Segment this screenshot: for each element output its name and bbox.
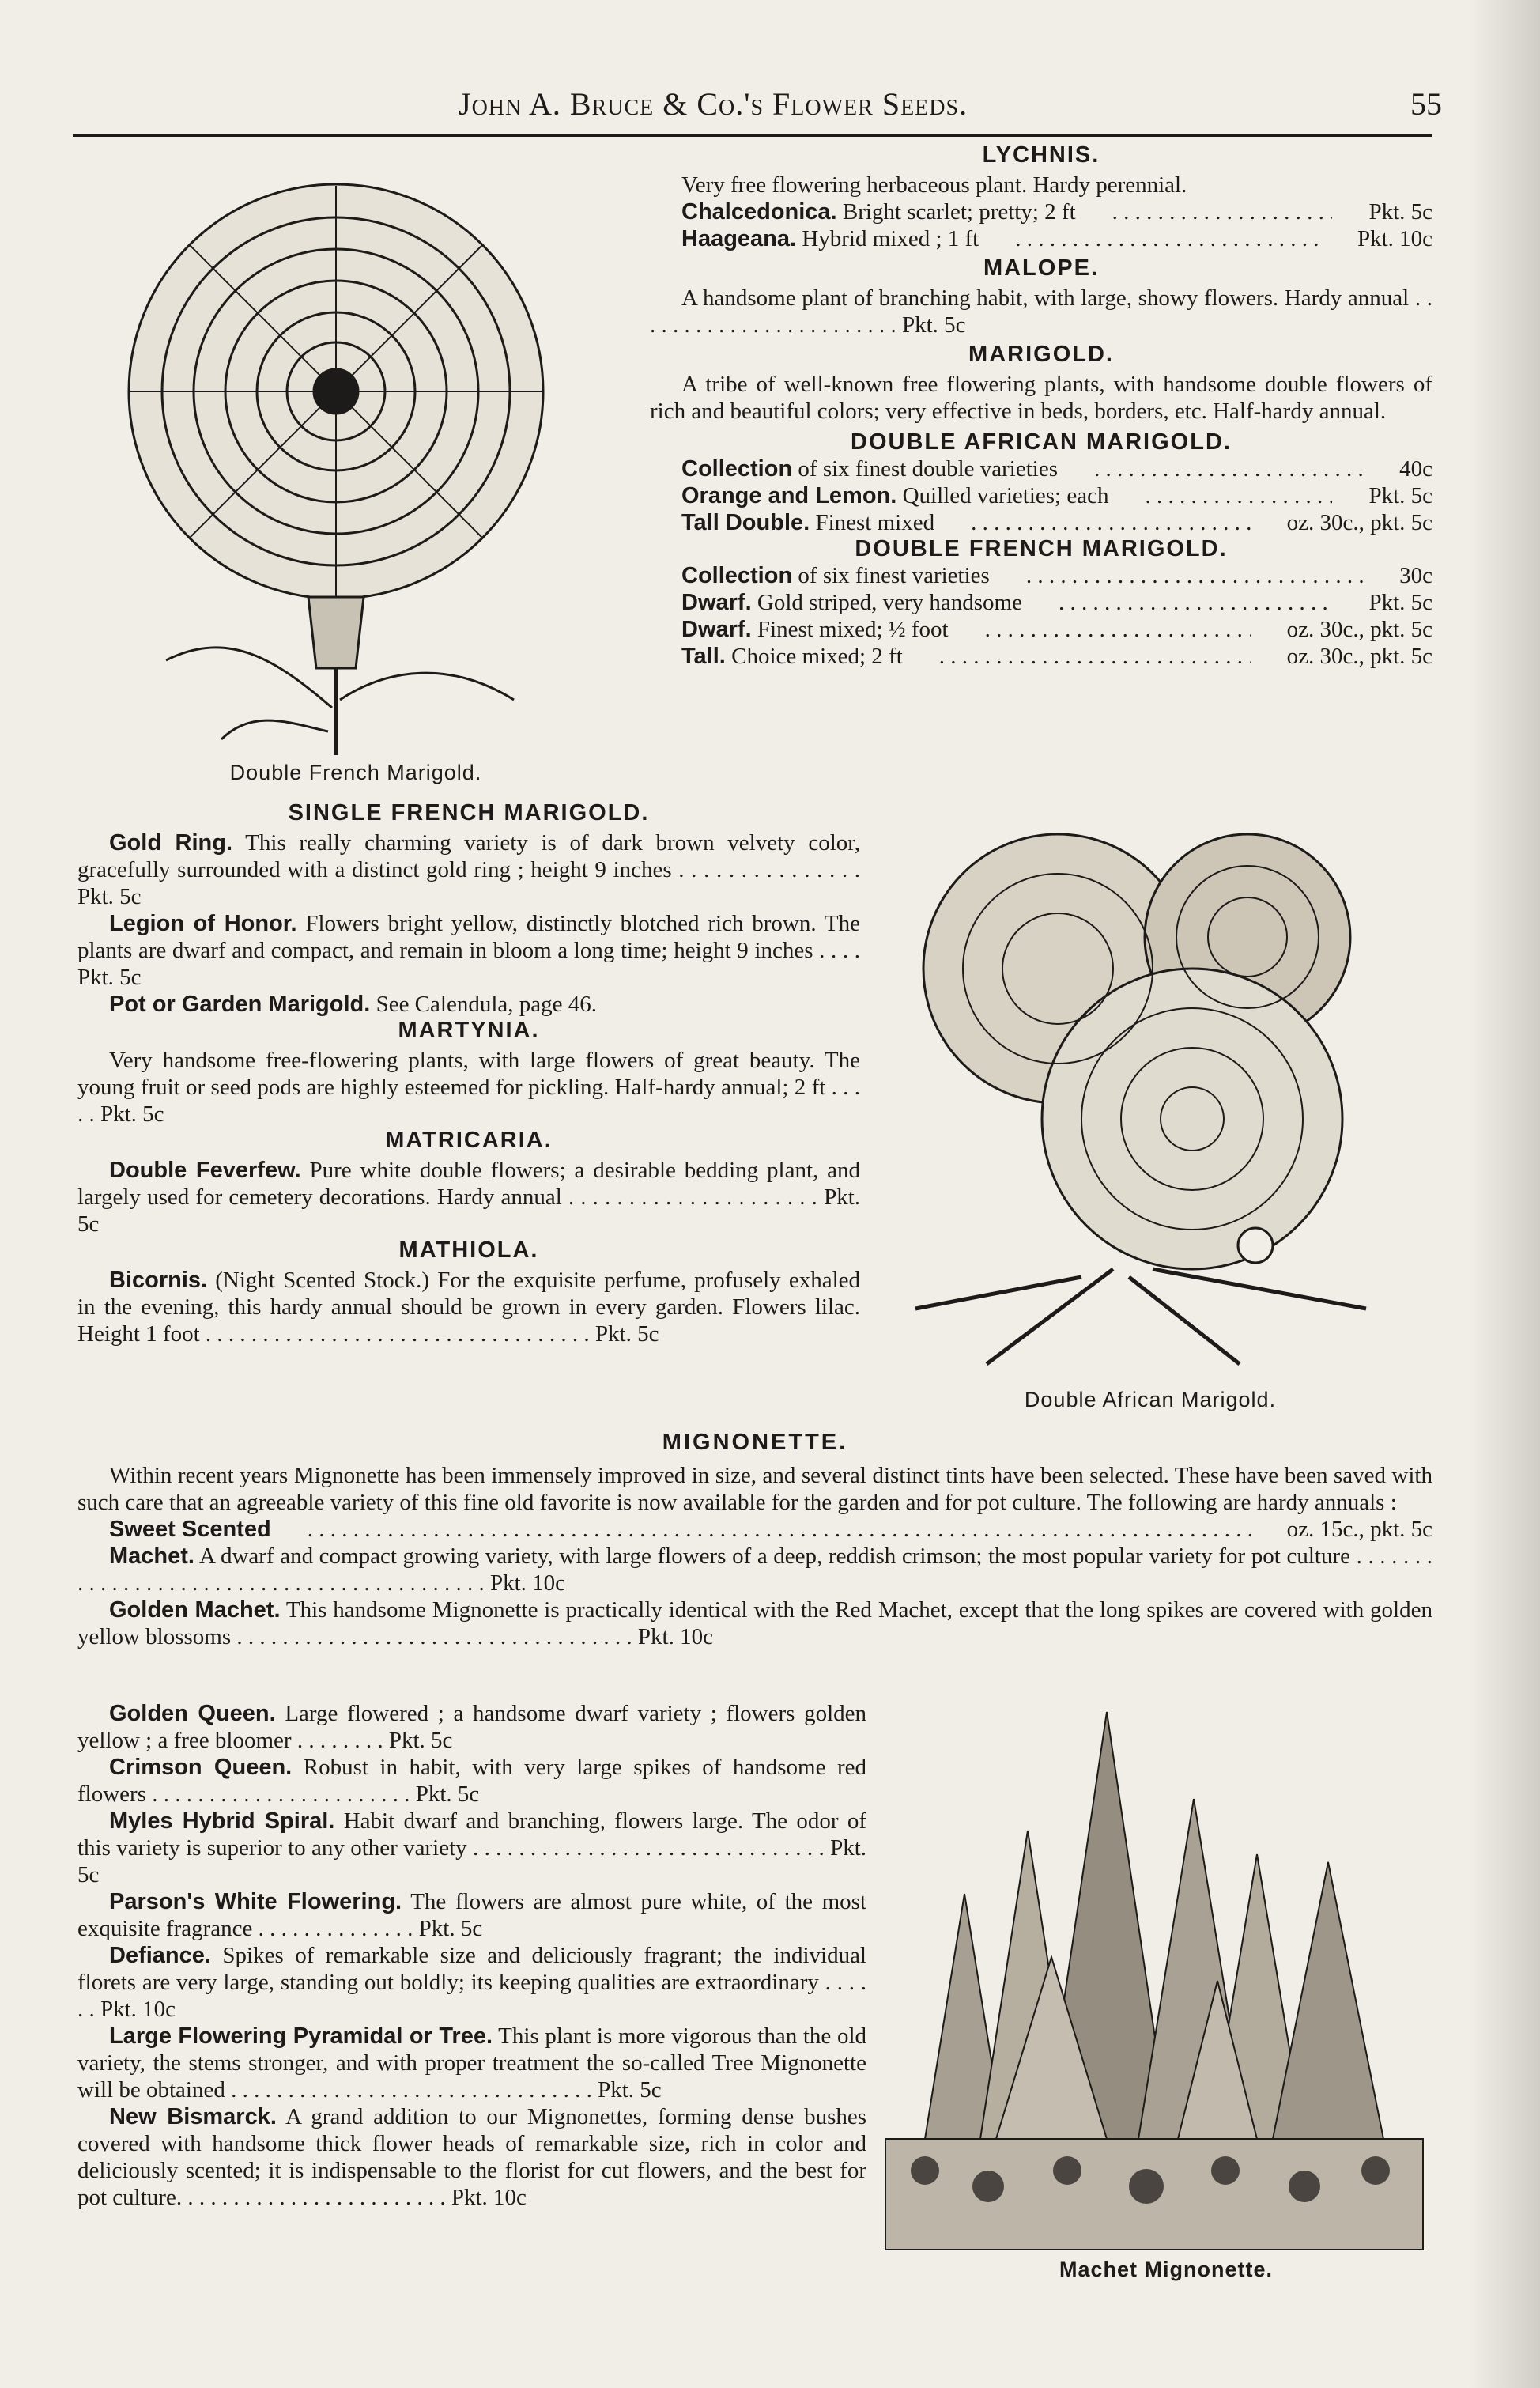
french-item-2-name: Dwarf.: [681, 590, 752, 615]
golden-machet-entry: Golden Machet. This handsome Mignonette is practically identical with the Red Machet, except that the long spikes are covered with golden yellow blossoms . . . . . . . . . . . . . . . . . . . . . . . . . . . . . . . . . . . Pkt. 10c: [77, 1597, 1432, 1649]
mignonette-illustration: [878, 1696, 1431, 2258]
african-marigold-illustration: [892, 818, 1382, 1372]
page-number: 55: [1410, 86, 1442, 122]
sweet-scented-price: oz. 15c., pkt. 5c: [1286, 1517, 1432, 1542]
martynia-desc: Very handsome free-flowering plants, with large flowers of great beauty. The young fruit or seed pods are highly esteemed for pickling. Half-hardy annual; 2 ft: [77, 1048, 860, 1100]
french-marigold-illustration: [119, 154, 561, 755]
lychnis-intro: Very free flowering herbaceous plant. Hardy perennial.: [681, 172, 1187, 198]
lychnis-item-1-name: Chalcedonica.: [681, 199, 837, 225]
bicornis-desc: (Night Scented Stock.) For the exquisite perfume, profusely exhaled in the evening, this hardy annual should be grown in every garden. Flowers lilac. Height 1 foot: [77, 1268, 861, 1347]
sweet-scented-name: Sweet Scented: [109, 1517, 271, 1542]
french-item-2-price: Pkt. 5c: [1368, 590, 1432, 615]
mathiola-entry: Bicornis. (Night Scented Stock.) For the exquisite perfume, profusely exhaled in the evening, this hardy annual should be grown in every garden. Flowers lilac. Height 1 foot . . . . . . . . . . . . . . . . . . . . . . . . . . . . . . . . . . Pkt. 5c: [77, 1268, 861, 1347]
bismarck-name: New Bismarck.: [109, 2104, 277, 2129]
pot-marigold-entry: [77, 991, 860, 1018]
legion-entry: Legion of Honor. Flowers bright yellow, distinctly blotched rich brown. The plants are dwarf and compact, and remain in bloom a long time; height 9 inches . . . . Pkt. 5c: [77, 911, 861, 990]
legion-name: Legion of Honor.: [109, 911, 297, 936]
parson-name: Parson's White Flowering.: [109, 1889, 402, 1914]
african-item-2-desc: Quilled varieties; each: [902, 483, 1109, 508]
right-column-top: [650, 142, 1432, 670]
lychnis-item-2-price: Pkt. 10c: [1357, 226, 1432, 251]
bicornis-price: Pkt. 5c: [594, 1321, 659, 1347]
french-item-3-price: oz. 30c., pkt. 5c: [1286, 617, 1432, 642]
african-item-3-desc: Finest mixed: [815, 510, 935, 535]
heading-malope: MALOPE.: [983, 255, 1100, 281]
crimson-queen-entry: Crimson Queen. Robust in habit, with very large spikes of handsome red flowers . . . . . . . . . . . . . . . . . . . . . . . Pkt. 5c: [77, 1755, 866, 1807]
bismarck-desc: A grand addition to our Mignonettes, forming dense bushes covered with handsome thick flower heads of remarkable size, rich in color and deliciously scented; it is indispensable to the florist for cut flowers, and the best for pot culture.: [77, 2104, 867, 2210]
golden-queen-desc: Large flowered ; a handsome dwarf variety ; flowers golden yellow ; a free bloomer: [77, 1701, 867, 1753]
heading-matricaria: MATRICARIA.: [385, 1128, 553, 1153]
golden-machet-price: Pkt. 10c: [637, 1624, 713, 1649]
gold-ring-price: Pkt. 5c: [77, 884, 142, 909]
golden-machet-name: Golden Machet.: [109, 1597, 281, 1623]
bismarck-entry: New Bismarck. A grand addition to our Mignonettes, forming dense bushes covered with handsome thick flower heads of remarkable size, rich in color and deliciously scented; it is indispensable to the florist for cut flowers, and the best for pot culture. . . . . . . . . . . . . . . . . . . . . . . . Pkt. 10c: [77, 2104, 867, 2210]
myles-desc: Habit dwarf and branching, flowers large. The odor of this variety is superior to any other variety: [77, 1808, 867, 1861]
french-item-3-desc: Finest mixed; ½ foot: [757, 617, 949, 642]
parson-price: Pkt. 5c: [418, 1916, 483, 1941]
pot-marigold-desc: See Calendula, page 46.: [376, 992, 597, 1017]
heading-lychnis: LYCHNIS.: [982, 142, 1100, 168]
bismarck-price: Pkt. 10c: [451, 2185, 527, 2210]
gold-ring-desc: This really charming variety is of dark brown velvety color, gracefully surrounded with a distinct gold ring ; height 9 inches: [77, 830, 860, 882]
pyramidal-entry: Large Flowering Pyramidal or Tree. This plant is more vigorous than the old variety, the stems stronger, and with proper treatment the so-called Tree Mignonette will be obtained . . . . . . . . . . . . . . . . . . . . . . . . . . . . . . . . Pkt. 5c: [77, 2023, 866, 2103]
crimson-queen-name: Crimson Queen.: [109, 1755, 293, 1780]
french-item-1-desc: of six finest varieties: [798, 563, 990, 588]
heading-mignonette: MIGNONETTE.: [662, 1430, 848, 1455]
pyramidal-price: Pkt. 5c: [598, 2077, 662, 2103]
french-item-1-name: Collection: [681, 563, 793, 588]
machet-price: Pkt. 10c: [490, 1570, 566, 1596]
pyramidal-name: Large Flowering Pyramidal or Tree.: [109, 2023, 493, 2049]
golden-queen-entry: Golden Queen. Large flowered ; a handsome dwarf variety ; flowers golden yellow ; a free bloomer . . . . . . . . Pkt. 5c: [77, 1701, 867, 1753]
crimson-queen-desc: Robust in habit, with very large spikes of handsome red flowers: [77, 1755, 866, 1807]
heading-mathiola: MATHIOLA.: [398, 1237, 539, 1263]
french-item-4-desc: Choice mixed; 2 ft: [731, 644, 903, 669]
marigold-text: A tribe of well-known free flowering plants, with handsome double flowers of rich and beautiful colors; very effective in beds, borders, etc. Half-hardy annual.: [650, 372, 1432, 424]
african-item-1: [650, 455, 1432, 482]
machet-name: Machet.: [109, 1544, 194, 1569]
parson-desc: The flowers are almost pure white, of the most exquisite fragrance: [77, 1889, 866, 1941]
heading-martynia: MARTYNIA.: [398, 1018, 540, 1043]
bicornis-name: Bicornis.: [109, 1268, 208, 1293]
mignonette-intro: Within recent years Mignonette has been immensely improved in size, and several distinct tints have been selected. These have been saved with such care that an agreeable variety of this fine old favorite is now available for the garden and for pot culture. The following are hardy annuals :: [77, 1463, 1432, 1515]
french-item-1-price: 30c: [1399, 563, 1432, 588]
caption-french-marigold: Double French Marigold.: [229, 761, 482, 784]
feverfew-name: Double Feverfew.: [109, 1158, 301, 1183]
gold-ring-entry: Gold Ring. This really charming variety is of dark brown velvety color, gracefully surrounded with a distinct gold ring ; height 9 inches . . . . . . . . . . . . . . . Pkt. 5c: [77, 830, 860, 909]
heading-double-african: DOUBLE AFRICAN MARIGOLD.: [851, 429, 1232, 455]
defiance-entry: Defiance. Spikes of remarkable size and deliciously fragrant; the individual florets are very large, standing out boldly; its keeping qualities are extraordinary . . . . . . Pkt. 10c: [77, 1943, 867, 2022]
golden-machet-desc: This handsome Mignonette is practically identical with the Red Machet, except that the long spikes are covered with golden yellow blossoms: [77, 1597, 1432, 1649]
crimson-queen-price: Pkt. 5c: [415, 1782, 480, 1807]
legion-desc: Flowers bright yellow, distinctly blotched rich brown. The plants are dwarf and compact, and remain in bloom a long time; height 9 inches: [77, 911, 861, 963]
lychnis-item-1-price: Pkt. 5c: [1368, 199, 1432, 225]
african-item-2: [650, 482, 1432, 509]
myles-name: Myles Hybrid Spiral.: [109, 1808, 335, 1834]
page-header: [0, 85, 1540, 133]
african-item-2-price: Pkt. 5c: [1368, 483, 1432, 508]
french-item-2: [650, 589, 1432, 616]
myles-price: Pkt. 5c: [77, 1835, 866, 1887]
french-item-2-desc: Gold striped, very handsome: [757, 590, 1022, 615]
heading-marigold: MARIGOLD.: [968, 342, 1114, 367]
caption-african-marigold: Double African Marigold.: [1024, 1388, 1277, 1411]
malope-price: Pkt. 5c: [902, 312, 966, 338]
french-item-3-name: Dwarf.: [681, 617, 752, 642]
french-item-3: [650, 616, 1432, 643]
mignonette-section: [77, 1430, 1432, 1650]
african-item-3-name: Tall Double.: [681, 510, 810, 535]
african-item-1-desc: of six finest double varieties: [798, 456, 1059, 482]
mignonette-left-column: [77, 1700, 866, 2211]
golden-queen-name: Golden Queen.: [109, 1701, 276, 1726]
page-edge-shadow: [1469, 0, 1540, 2388]
lychnis-item-1-desc: Bright scarlet; pretty; 2 ft: [842, 199, 1076, 225]
left-column-middle: [77, 800, 860, 1347]
defiance-desc: Spikes of remarkable size and deliciously fragrant; the individual florets are very large, standing out boldly; its keeping qualities are extraordinary: [77, 1943, 866, 1995]
matricaria-entry: Double Feverfew. Pure white double flowers; a desirable bedding plant, and largely used for cemetery decorations. Hardy annual . . . . . . . . . . . . . . . . . . . . . Pkt. 5c: [77, 1158, 861, 1237]
running-title: John A. Bruce & Co.'s Flower Seeds.: [459, 86, 968, 122]
defiance-name: Defiance.: [109, 1943, 211, 1968]
french-item-4-price: oz. 30c., pkt. 5c: [1286, 644, 1432, 669]
legion-price: Pkt. 5c: [77, 965, 142, 990]
parson-entry: Parson's White Flowering. The flowers are almost pure white, of the most exquisite fragrance . . . . . . . . . . . . . . Pkt. 5c: [77, 1889, 866, 1941]
pyramidal-desc: This plant is more vigorous than the old variety, the stems stronger, and with proper treatment the so-called Tree Mignonette will be obtained: [77, 2023, 866, 2103]
lychnis-item-2-name: Haageana.: [681, 226, 797, 251]
malope-desc: A handsome plant of branching habit, with large, showy flowers. Hardy annual: [681, 285, 1410, 311]
heading-double-french: DOUBLE FRENCH MARIGOLD.: [855, 536, 1228, 561]
sweet-scented-entry: [77, 1516, 1432, 1543]
header-rule: [73, 134, 1432, 137]
defiance-price: Pkt. 10c: [100, 1997, 176, 2022]
machet-entry: Machet. A dwarf and compact growing variety, with large flowers of a deep, reddish crimson; the most popular variety for pot culture . . . . . . . . . . . . . . . . . . . . . . . . . . . . . . . . . . . . . . . . . . . Pkt. 10c: [77, 1544, 1432, 1596]
lychnis-item-1: [650, 198, 1432, 225]
golden-queen-price: Pkt. 5c: [388, 1728, 453, 1753]
martynia-text: Very handsome free-flowering plants, with large flowers of great beauty. The young fruit or seed pods are highly esteemed for pickling. Half-hardy annual; 2 ft . . . . . Pkt. 5c: [77, 1048, 860, 1127]
french-item-1: [650, 562, 1432, 589]
gold-ring-name: Gold Ring.: [109, 830, 233, 856]
african-item-1-name: Collection: [681, 456, 793, 482]
caption-mignonette: Machet Mignonette.: [1059, 2258, 1273, 2281]
african-item-3-price: oz. 30c., pkt. 5c: [1286, 510, 1432, 535]
pot-marigold-name: Pot or Garden Marigold.: [109, 992, 371, 1017]
french-item-4-name: Tall.: [681, 644, 726, 669]
machet-desc: A dwarf and compact growing variety, with large flowers of a deep, reddish crimson; the most popular variety for pot culture: [199, 1544, 1350, 1569]
feverfew-price: Pkt. 5c: [77, 1185, 860, 1237]
lychnis-item-2-desc: Hybrid mixed ; 1 ft: [802, 226, 979, 251]
african-item-2-name: Orange and Lemon.: [681, 483, 897, 508]
martynia-price: Pkt. 5c: [100, 1101, 164, 1127]
heading-single-french: SINGLE FRENCH MARIGOLD.: [288, 800, 650, 826]
feverfew-desc: Pure white double flowers; a desirable bedding plant, and largely used for cemetery decorations. Hardy annual: [77, 1158, 861, 1210]
malope-text: A handsome plant of branching habit, with large, showy flowers. Hardy annual . . . . . . . . . . . . . . . . . . . . . . . . Pkt. 5c: [650, 285, 1433, 338]
african-item-3: [650, 509, 1432, 536]
myles-entry: Myles Hybrid Spiral. Habit dwarf and branching, flowers large. The odor of this variety is superior to any other variety . . . . . . . . . . . . . . . . . . . . . . . . . . . . . . . Pkt. 5c: [77, 1808, 867, 1887]
french-item-4: [650, 643, 1432, 670]
african-item-1-price: 40c: [1399, 456, 1432, 482]
lychnis-item-2: [650, 225, 1432, 252]
